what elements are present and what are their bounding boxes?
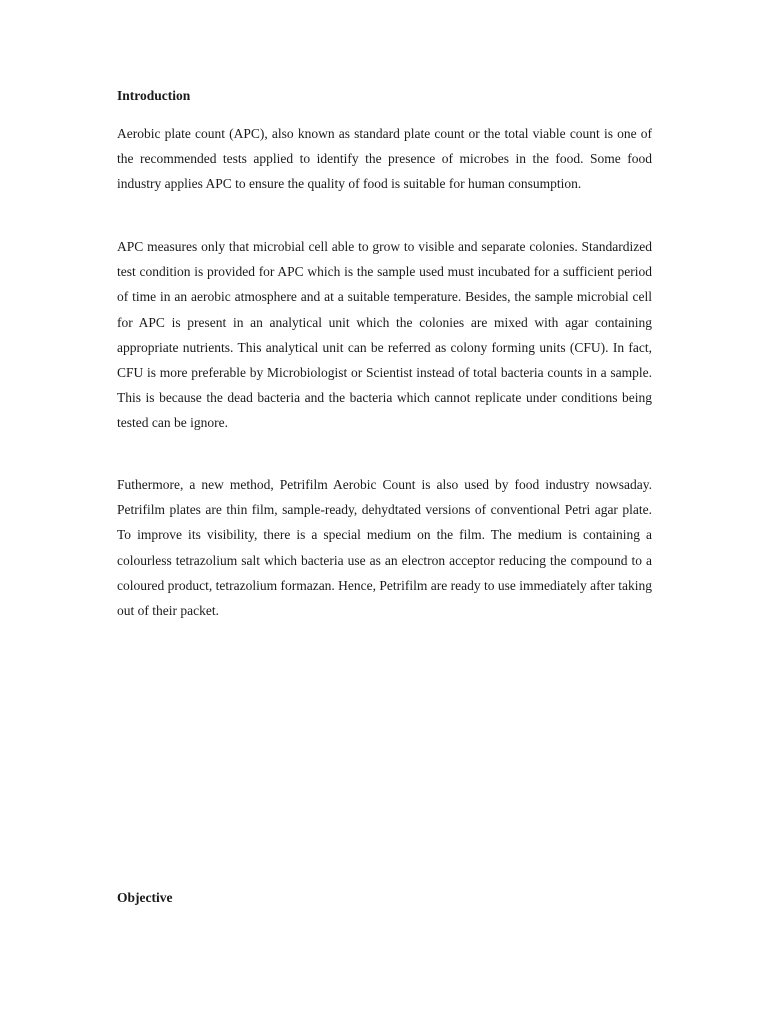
objective-heading: Objective (117, 890, 173, 905)
paragraph-petrifilm: Futhermore, a new method, Petrifilm Aerobic Count is also used by food industry nowsaday. Petrifilm plates are thin film, sample-ready, dehydtated versions of conventional Petri agar plate. To improve its visibility, there is a special medium on the film. The medium is containing a colourless tetrazolium salt which bacteria use as an electron acceptor reducing the compound to a coloured product, tetrazolium formazan. Hence, Petrifilm are ready to use immediately after taking out of their packet. (117, 477, 652, 619)
paragraph-apc-measurement: APC measures only that microbial cell able to grow to visible and separate colonies. Standardized test condition is provided for APC which is the sample used must incubated for a sufficient period of time in an aerobic atmosphere and at a suitable temperature. Besides, the sample microbial cell for APC is present in an analytical unit which the colonies are mixed with agar containing appropriate nutrients. This analytical unit can be referred as colony forming units (CFU). In fact, CFU is more preferable by Microbiologist or Scientist instead of total bacteria counts in a sample. This is because the dead bacteria and the bacteria which cannot replicate under conditions being tested can be ignore. (117, 239, 652, 431)
paragraph-apc-definition: Aerobic plate count (APC), also known as standard plate count or the total viable count is one of the recommended tests applied to identify the presence of microbes in the food. Some food industry applies APC to ensure the quality of food is suitable for human consumption. (117, 126, 652, 192)
introduction-heading: Introduction (117, 88, 191, 103)
